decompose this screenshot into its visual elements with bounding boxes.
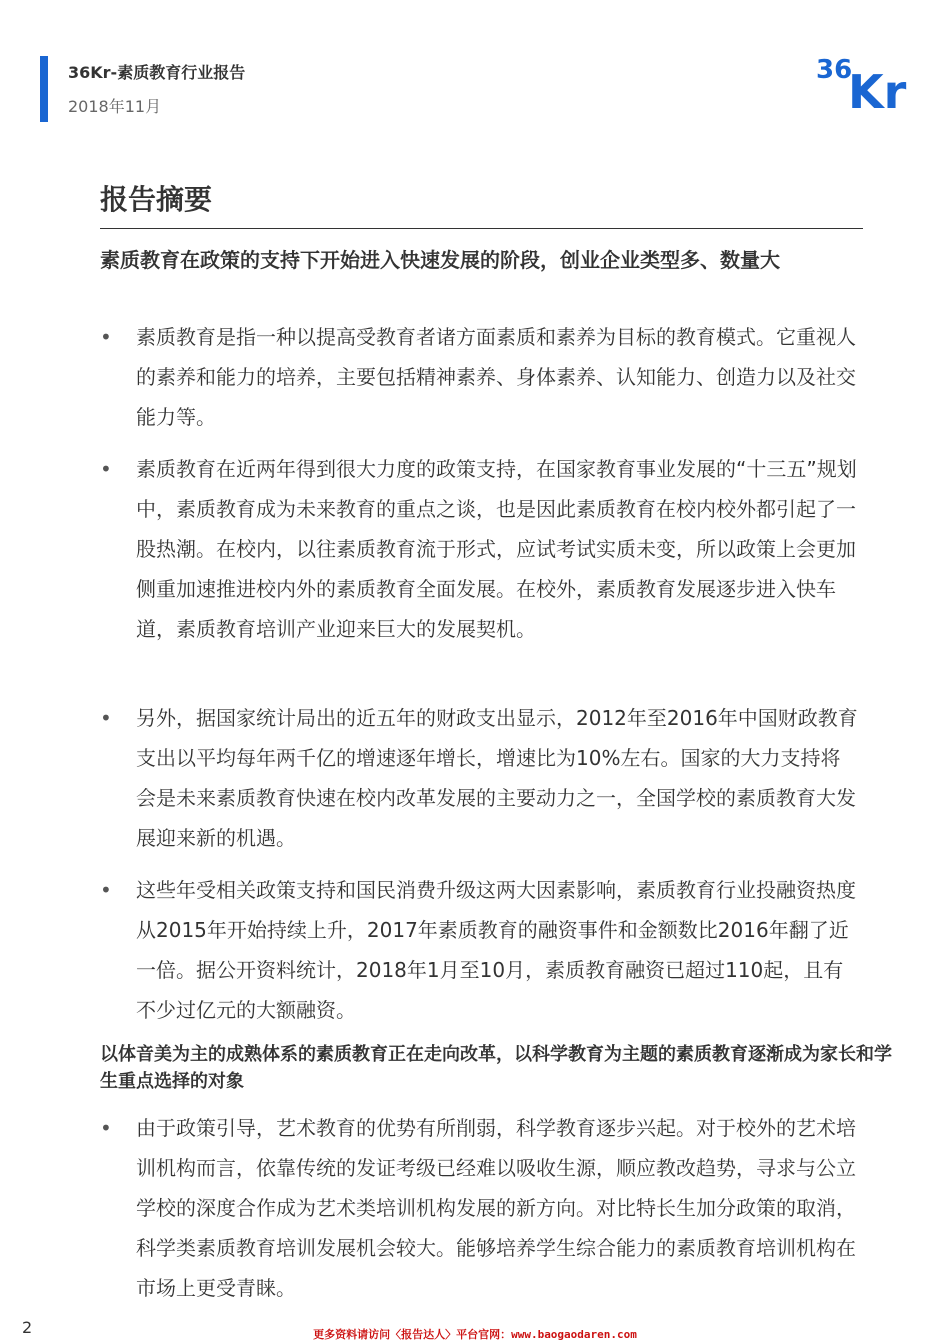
header-accent-bar — [40, 56, 48, 122]
logo-text-36: 36 — [816, 55, 853, 85]
36kr-logo — [814, 50, 914, 120]
summary-heading-1: 素质教育在政策的支持下开始进入快速发展的阶段，创业企业类型多、数量大 — [100, 248, 780, 272]
bullet-text: 由于政策引导，艺术教育的优势有所削弱，科学教育逐步兴起。对于校外的艺术培训机构而言，依靠传统的发证考级已经难以吸收生源，顺应教改趋势，寻求与公立学校的深度合作成为艺术类培训机构发展的新方向。对比特长生加分政策的取消，科学类素质教育培训发展机会较大。能够培养学生综合能力的素质教育培训机构在市场上更受青睐。 — [136, 1116, 856, 1300]
logo-text-kr: Kr — [848, 65, 907, 119]
bullet-dot: • — [100, 878, 112, 902]
bullet-item — [100, 1108, 860, 1308]
bullet-text: 另外，据国家统计局出的近五年的财政支出显示，2012年至2016年中国财政教育支出以平均每年两千亿的增速逐年增长，增速比为10%左右。国家的大力支持将会是未来素质教育快速在校内改革发展的主要动力之一，全国学校的素质教育大发展迎来新的机遇。 — [136, 706, 858, 850]
bullet-dot: • — [100, 706, 112, 730]
bullet-text: 素质教育是指一种以提高受教育者诸方面素质和素养为目标的教育模式。它重视人的素养和能力的培养，主要包括精神素养、身体素养、认知能力、创造力以及社交能力等。 — [136, 325, 856, 429]
page-number: 2 — [22, 1318, 33, 1337]
bullet-dot: • — [100, 1116, 112, 1140]
bullet-item — [100, 698, 860, 858]
report-date: 2018年11月 — [68, 97, 162, 116]
bullet-dot: • — [100, 325, 112, 349]
bullet-text: 素质教育在近两年得到很大力度的政策支持，在国家教育事业发展的“十三五”规划中，素质教育成为未来教育的重点之谈，也是因此素质教育在校内校外都引起了一股热潮。在校内，以往素质教育流于形式，应试考试实质未变，所以政策上会更加侧重加速推进校内外的素质教育全面发展。在校外，素质教育发展逐步进入快车道，素质教育培训产业迎来巨大的发展契机。 — [136, 457, 857, 641]
section-title: 报告摘要 — [100, 183, 213, 216]
section-divider — [100, 228, 863, 229]
bullet-text: 这些年受相关政策支持和国民消费升级这两大因素影响，素质教育行业投融资热度从2015年开始持续上升，2017年素质教育的融资事件和金额数比2016年翻了近一倍。据公开资料统计，2018年1月至10月，素质教育融资已超过110起，且有不少过亿元的大额融资。 — [136, 878, 856, 1022]
report-title: 36Kr-素质教育行业报告 — [68, 63, 246, 82]
footer-promo-link[interactable]: 更多资料请访问〈报告达人〉平台官网：www.baogaodaren.com — [313, 1328, 637, 1341]
summary-heading-2: 以体音美为主的成熟体系的素质教育正在走向改革，以科学教育为主题的素质教育逐渐成为家长和学生重点选择的对象 — [100, 1044, 892, 1092]
bullet-dot: • — [100, 457, 112, 481]
bullet-item — [100, 449, 860, 649]
bullet-item — [100, 317, 860, 437]
bullet-item — [100, 870, 860, 1030]
